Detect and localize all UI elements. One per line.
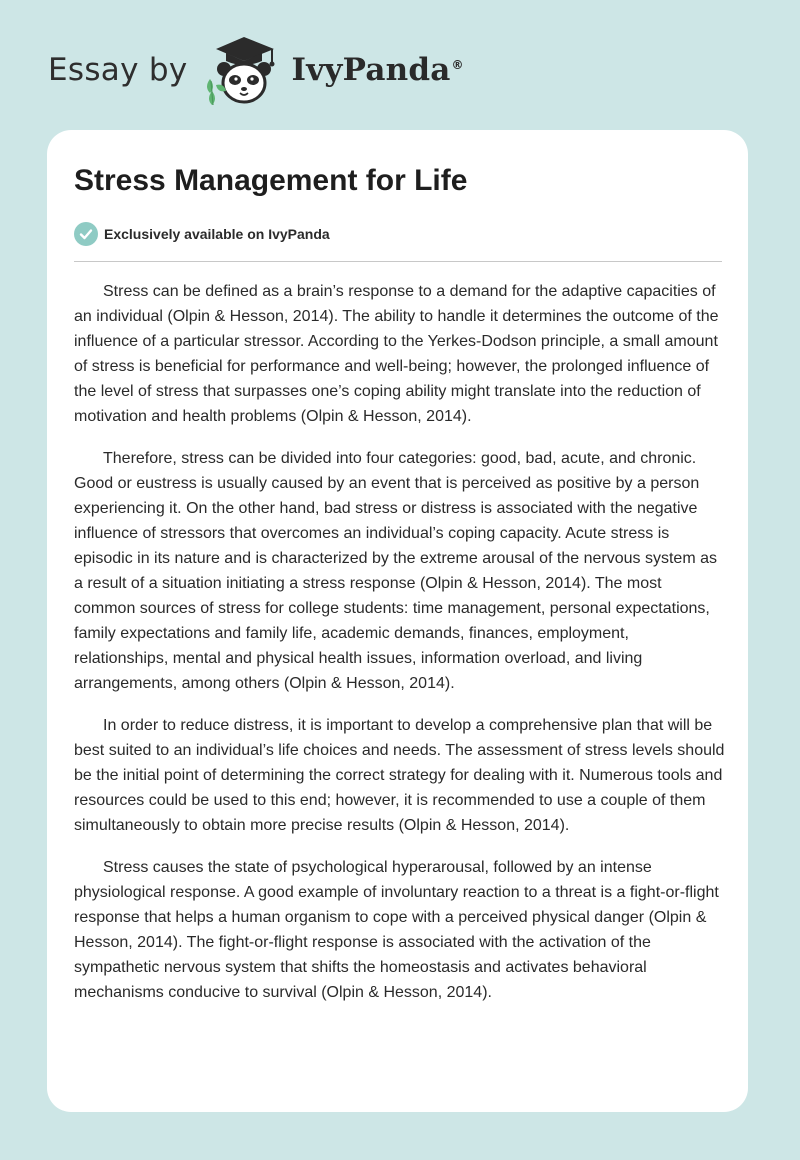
essay-body	[74, 279, 726, 1022]
brand-name	[292, 52, 464, 88]
paragraph: Stress causes the state of psychological hyperarousal, followed by an intense physiological response. A good example of involuntary reaction to a threat is a fight-or-flight response that helps a human organism to cope with a perceived physical danger (Olpin & Hesson, 2014). The fight-or-flight response is associated with the activation of the sympathetic nervous system that shifts the homeostasis and activates behavioral mechanisms conducive to survival (Olpin & Hesson, 2014).	[74, 859, 719, 1001]
brand-text: IvyPanda	[291, 52, 451, 88]
registered-mark: ®	[451, 57, 464, 72]
title-divider	[74, 261, 722, 262]
essay-by-label: Essay by	[48, 52, 188, 88]
exclusive-badge-label: Exclusively available on IvyPanda	[104, 226, 330, 242]
site-header	[48, 30, 464, 110]
page-title: Stress Management for Life	[74, 164, 468, 197]
paragraph: Therefore, stress can be divided into four categories: good, bad, acute, and chronic. Good or eustress is usually caused by an event that is perceived as positive by a person experiencing it. On the other hand, bad stress or distress is associated with the negative influence of stressors that overcomes an individual’s coping capacity. Acute stress is episodic in its nature and is characterized by the extreme arousal of the nervous system as a result of a situation initiating a stress response (Olpin & Hesson, 2014). The most common sources of stress for college students: time management, personal expectations, family expectations and family life, academic demands, finances, employment, relationships, mental and physical health issues, information overload, and living arrangements, among others (Olpin & Hesson, 2014).	[74, 450, 717, 692]
exclusive-badge	[74, 222, 330, 246]
panda-logo-icon	[202, 31, 286, 109]
check-circle-icon	[74, 222, 98, 246]
paragraph: Stress can be defined as a brain’s response to a demand for the adaptive capacities of an individual (Olpin & Hesson, 2014). The ability to handle it determines the outcome of the influence of a particular stressor. According to the Yerkes-Dodson principle, a small amount of stress is beneficial for performance and well-being; however, the prolonged influence of the level of stress that surpasses one’s coping ability might translate into the reduction of motivation and health problems (Olpin & Hesson, 2014).	[74, 283, 719, 425]
paragraph: In order to reduce distress, it is important to develop a comprehensive plan that will be best suited to an individual’s life choices and needs. The assessment of stress levels should be the initial point of determining the correct strategy for dealing with it. Numerous tools and resources could be used to this end; however, it is recommended to use a couple of them simultaneously to obtain more precise results (Olpin & Hesson, 2014).	[74, 717, 725, 834]
essay-card	[47, 130, 748, 1112]
